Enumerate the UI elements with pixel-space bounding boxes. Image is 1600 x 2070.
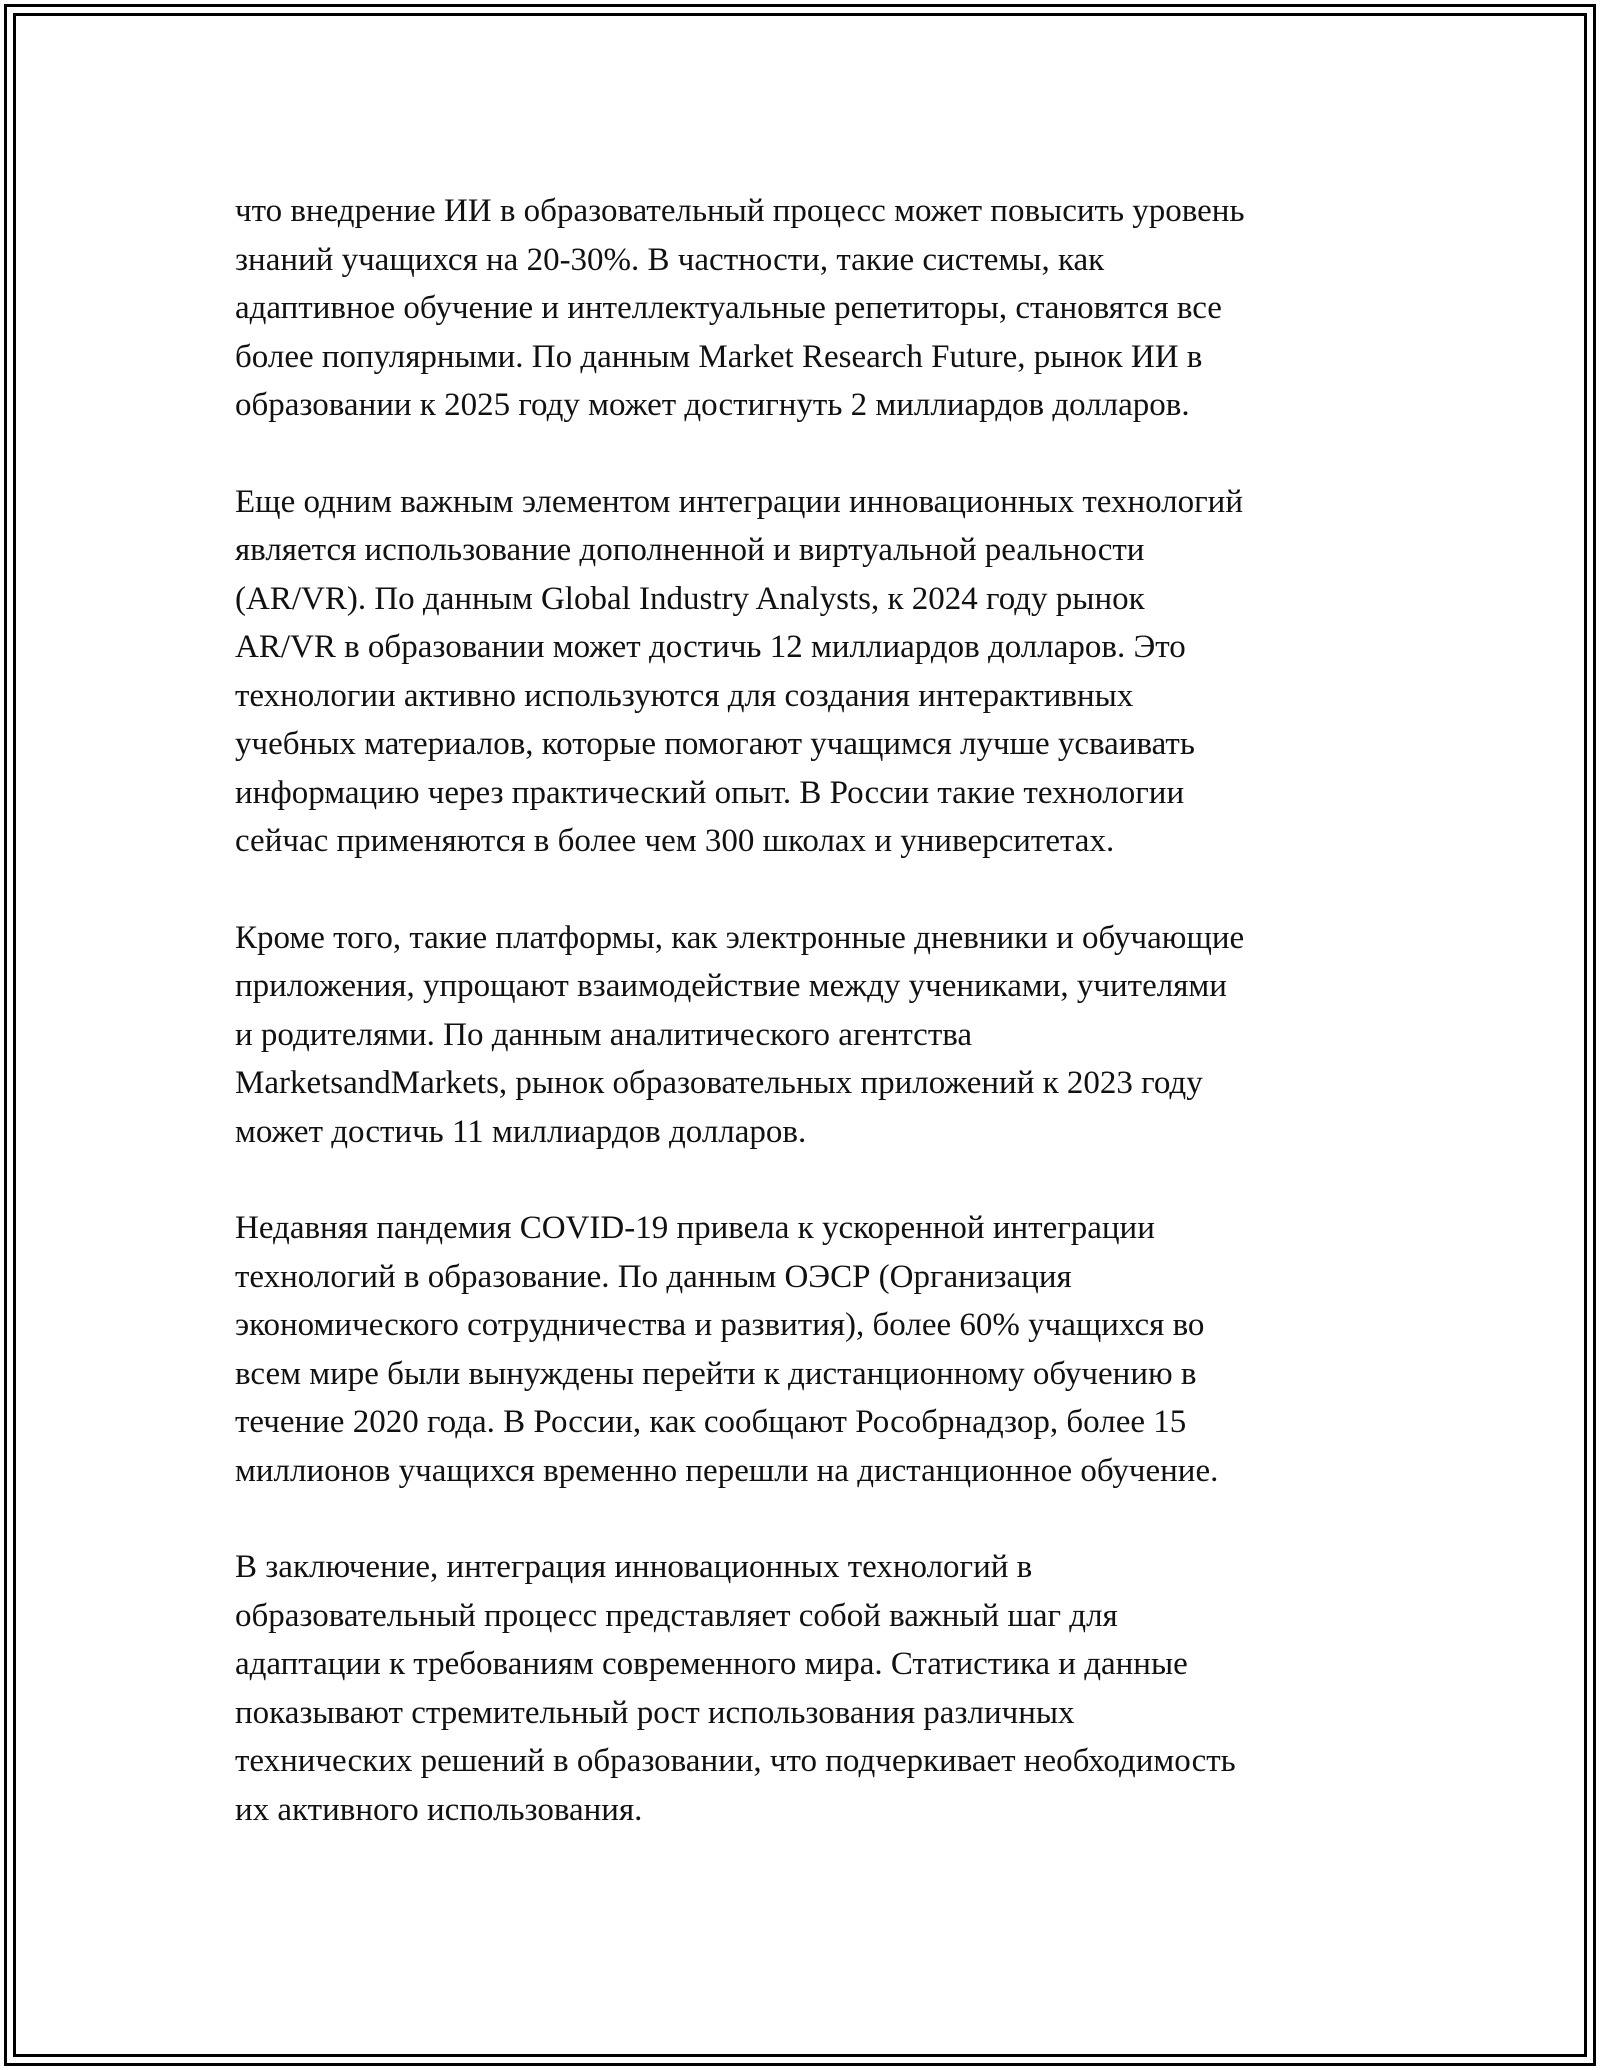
- paragraph-conclusion: В заключение, интеграция инновационных технологий в образовательный процесс представляет собой важный шаг для адаптации к требованиям современного мира. Статистика и данные показывают стремительный рост использования различных технических решений в образовании, что подчеркивает необходимость их активного использования.: [235, 1549, 1236, 1828]
- paragraph-ai-education: что внедрение ИИ в образовательный процесс может повысить уровень знаний учащихся на 20-30%. В частности, такие системы, как адаптивное обучение и интеллектуальные репетиторы, становятся все более популярными. По данным Market Research Future, рынок ИИ в образовании к 2025 году может достигнуть 2 миллиардов долларов.: [235, 193, 1245, 423]
- paragraph-ar-vr: Еще одним важным элементом интеграции инновационных технологий является использование дополненной и виртуальной реальности (AR/VR). По данным Global Industry Analysts, к 2024 году рынок AR/VR в образовании может достичь 12 миллиардов долларов. Это технологии активно используются для создания интерактивных учебных материалов, которые помогают учащимся лучше усваивать информацию через практический опыт. В России такие технологии сейчас применяются в более чем 300 школах и университетах.: [235, 483, 1243, 859]
- paragraph-platforms: Кроме того, такие платформы, как электронные дневники и обучающие приложения, упрощают взаимодействие между учениками, учителями и родителями. По данным аналитического агентства MarketsandMarkets, рынок образовательных приложений к 2023 году может достичь 11 миллиардов долларов.: [235, 919, 1245, 1150]
- paragraph-covid: Недавняя пандемия COVID-19 привела к ускоренной интеграции технологий в образование. По данным ОЭСР (Организация экономического сотрудничества и развития), более 60% учащихся во всем мире были вынуждены перейти к дистанционному обучению в течение 2020 года. В России, как сообщают Рособрнадзор, более 15 миллионов учащихся временно перешли на дистанционное обучение.: [235, 1210, 1219, 1489]
- document-body: [235, 187, 1395, 1882]
